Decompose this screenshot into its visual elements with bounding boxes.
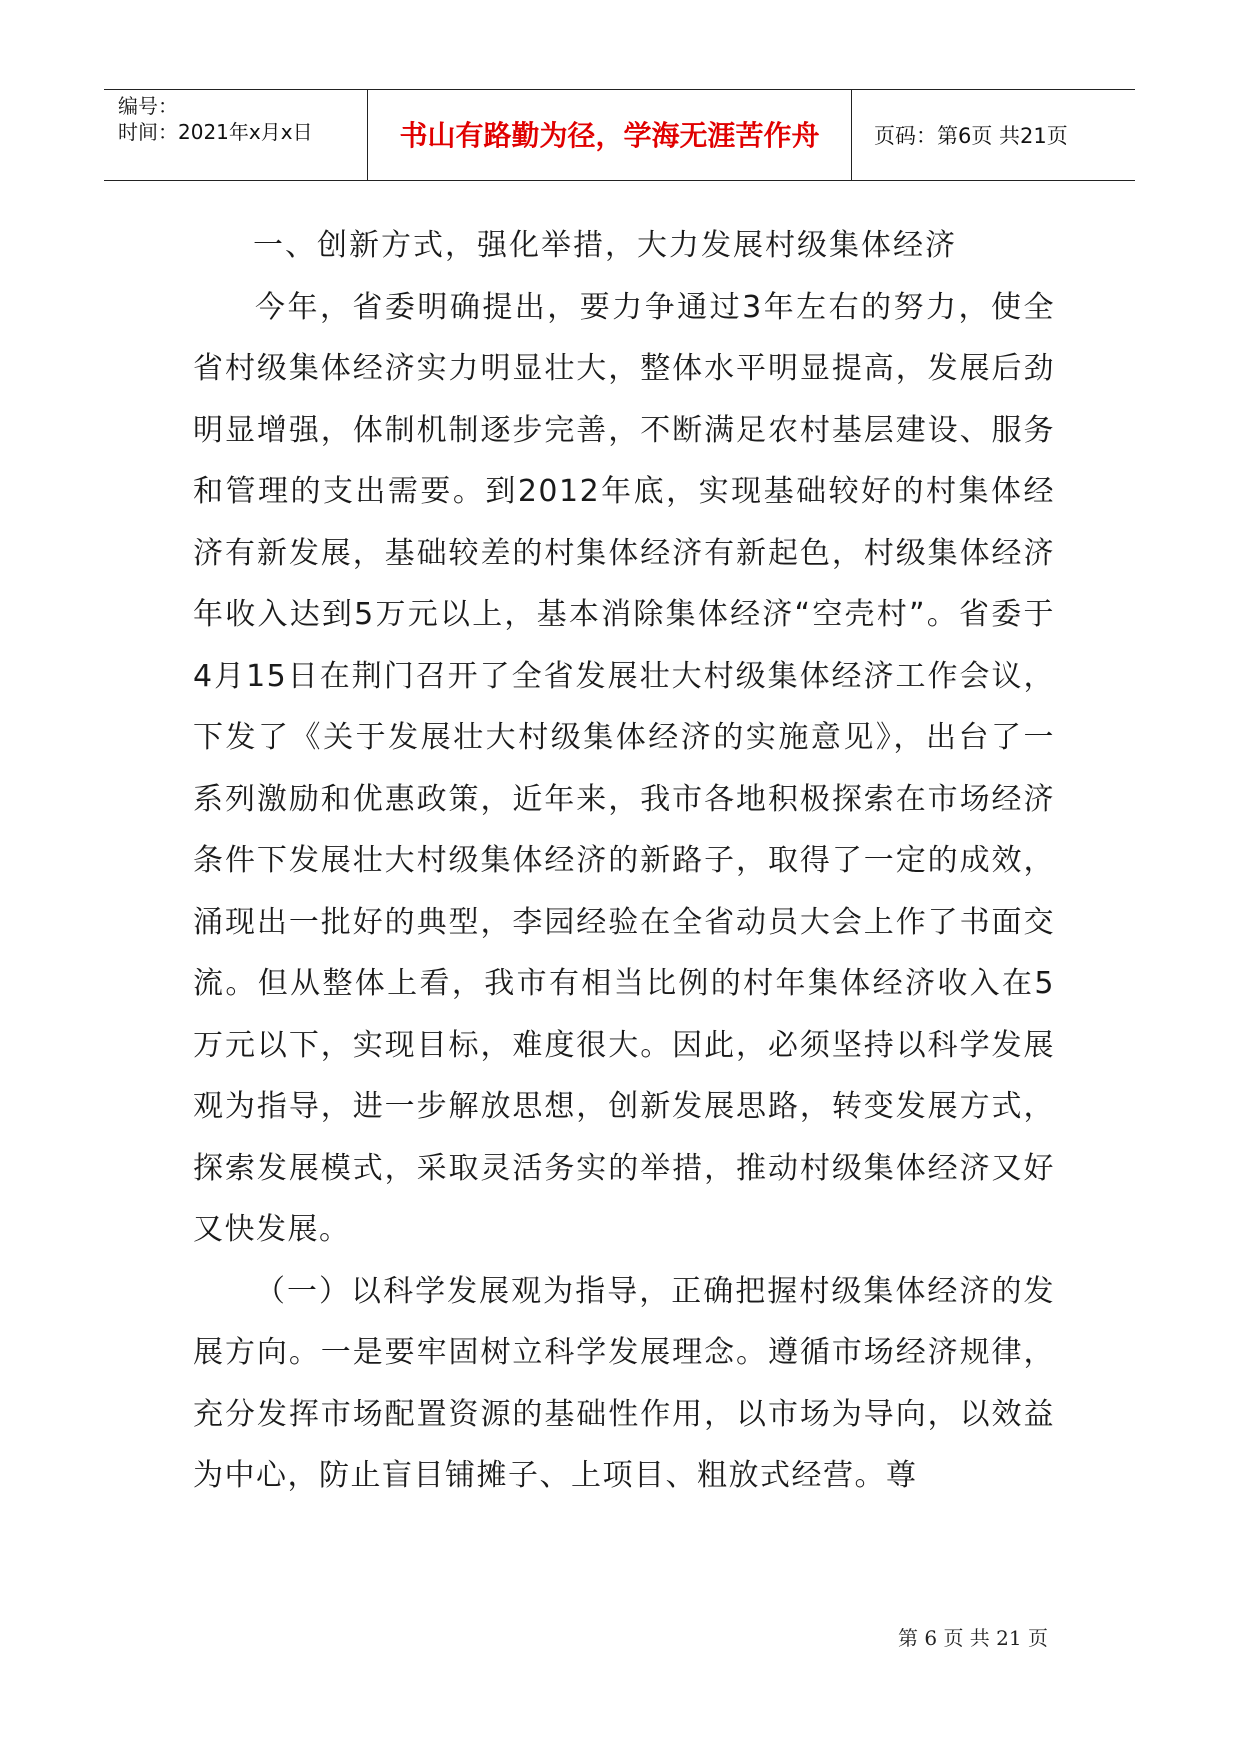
header-page-label: 页码：第6页 共21页 <box>874 124 1068 148</box>
document-date-label: 时间：2021年x月x日 <box>118 120 313 144</box>
body-paragraph: 今年，省委明确提出，要力争通过3年左右的努力，使全省村级集体经济实力明显壮大，整体水平明显提高，发展后劲明显增强，体制机制逐步完善，不断满足农村基层建设、服务和管理的支出需要。到2012年底，实现基础较好的村集体经济有新发展，基础较差的村集体经济有新起色，村级集体经济年收入达到5万元以上，基本消除集体经济“空壳村”。省委于4月15日在荆门召开了全省发展壮大村级集体经济工作会议，下发了《关于发展壮大村级集体经济的实施意见》，出台了一系列激励和优惠政策，近年来，我市各地积极探索在市场经济条件下发展壮大村级集体经济的新路子，取得了一定的成效，涌现出一批好的典型，李园经验在全省动员大会上作了书面交流。但从整体上看，我市有相当比例的村年集体经济收入在5万元以下，实现目标，难度很大。因此，必须坚持以科学发展观为指导，进一步解放思想，创新发展思路，转变发展方式，探索发展模式，采取灵活务实的举措，推动村级集体经济又好又快发展。 <box>193 289 1055 1247</box>
body-paragraph: （一）以科学发展观为指导，正确把握村级集体经济的发展方向。一是要牢固树立科学发展理念。遵循市场经济规律，充分发挥市场配置资源的基础性作用，以市场为导向，以效益为中心，防止盲目铺摊子、上项目、粗放式经营。尊 <box>193 1273 1055 1493</box>
header-meta-cell <box>104 90 368 180</box>
document-number-label: 编号： <box>118 94 178 118</box>
document-body <box>193 215 1055 1507</box>
section-heading: 一、创新方式，强化举措，大力发展村级集体经济 <box>253 228 957 263</box>
footer-page-number: 第 6 页 共 21 页 <box>898 1626 1048 1650</box>
header-page-cell <box>852 90 1135 180</box>
header-motto: 书山有路勤为径，学海无涯苦作舟 <box>399 119 820 152</box>
document-header <box>104 89 1135 181</box>
header-motto-cell <box>368 90 852 180</box>
